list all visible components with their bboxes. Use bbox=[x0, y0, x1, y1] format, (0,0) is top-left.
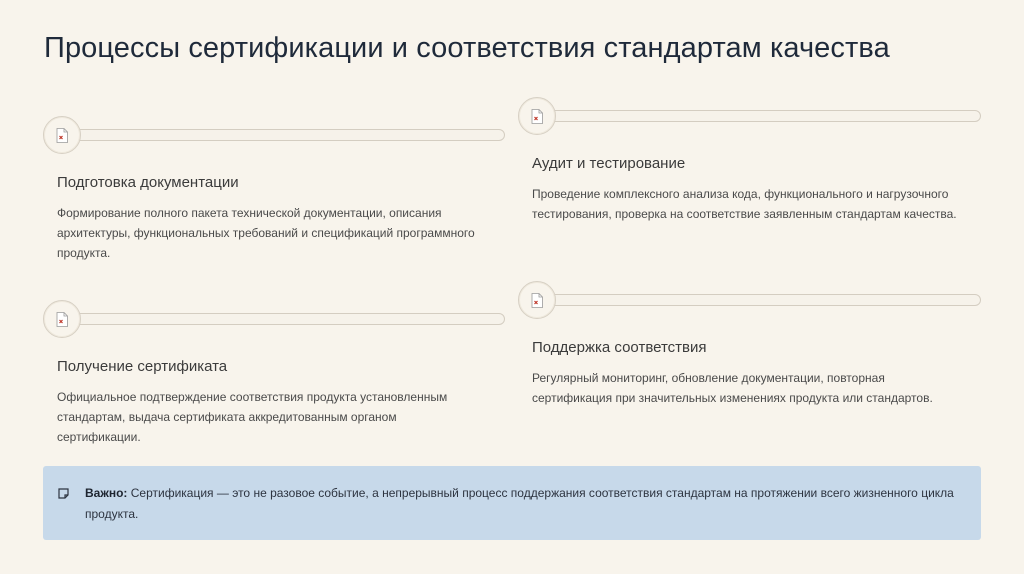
card-compliance bbox=[518, 281, 980, 408]
card-description: Регулярный мониторинг, обновление документации, повторная сертификация при значительных изменениях продукта или стандартов. bbox=[532, 371, 933, 405]
icon-circle bbox=[518, 281, 556, 319]
card-header bbox=[43, 116, 505, 156]
note-label: Важно: bbox=[85, 486, 128, 500]
note-body: Сертификация — это не разовое событие, а непрерывный процесс поддержания соответствия стандартам на протяжении всего жизненного цикла продукта. bbox=[85, 486, 954, 521]
icon-circle bbox=[43, 116, 81, 154]
card-heading: Поддержка соответствия bbox=[532, 339, 707, 356]
progress-track bbox=[540, 110, 981, 122]
note-icon bbox=[58, 488, 69, 499]
card-description: Официальное подтверждение соответствия продукта установленным стандартам, выдача сертификата аккредитованным органом сертификации. bbox=[57, 390, 448, 444]
progress-track bbox=[65, 313, 505, 325]
card-header bbox=[518, 281, 980, 321]
progress-track bbox=[540, 294, 981, 306]
icon-circle bbox=[43, 300, 81, 338]
card-description: Проведение комплексного анализа кода, функционального и нагрузочного тестирования, проверка на соответствие заявленным стандартам качества. bbox=[532, 187, 957, 221]
card-documentation bbox=[43, 116, 505, 263]
card-description: Формирование полного пакета технической документации, описания архитектуры, функциональных требований и спецификаций программного продукта. bbox=[57, 206, 475, 260]
card-heading: Аудит и тестирование bbox=[532, 155, 686, 172]
card-heading: Подготовка документации bbox=[57, 174, 239, 191]
document-error-icon bbox=[531, 109, 543, 124]
document-error-icon bbox=[56, 312, 68, 327]
card-audit bbox=[518, 97, 980, 224]
progress-track bbox=[65, 129, 505, 141]
icon-circle bbox=[518, 97, 556, 135]
document-error-icon bbox=[56, 128, 68, 143]
card-header bbox=[43, 300, 505, 340]
important-note bbox=[43, 466, 981, 540]
card-header bbox=[518, 97, 980, 137]
card-heading: Получение сертификата bbox=[57, 358, 228, 375]
page-title: Процессы сертификации и соответствия стандартам качества bbox=[44, 32, 890, 64]
document-error-icon bbox=[531, 293, 543, 308]
note-text bbox=[85, 483, 965, 525]
card-certificate bbox=[43, 300, 505, 447]
